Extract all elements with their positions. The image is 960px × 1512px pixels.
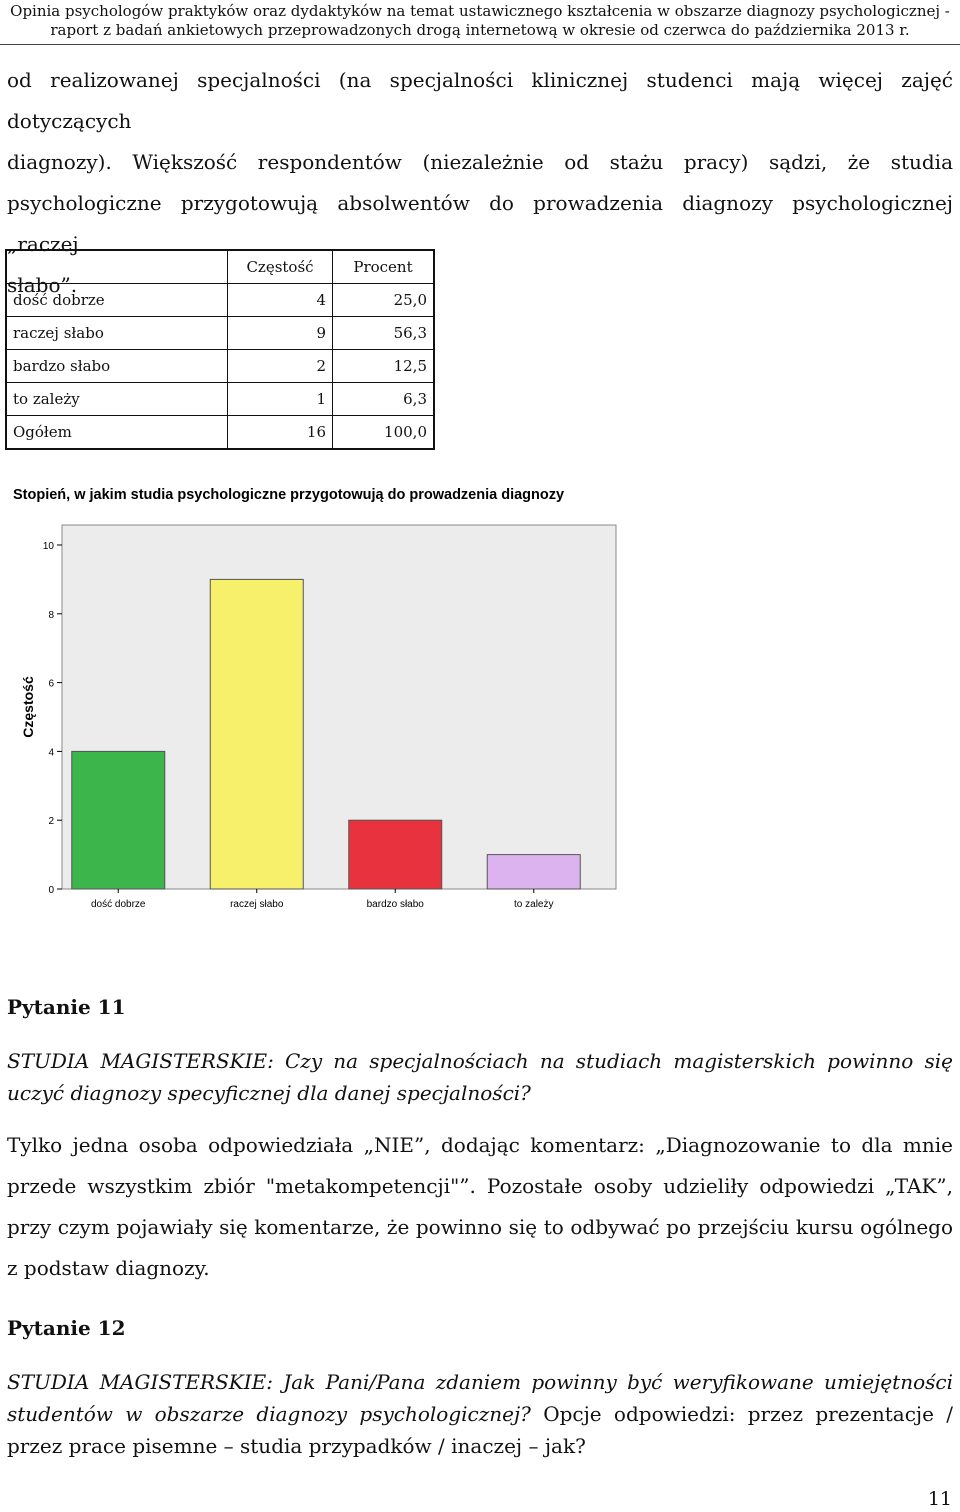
header-line-1: Opinia psychologów praktyków oraz dydaktyków na temat ustawicznego kształcenia w obszarze diagnozy psychologicznej - [10, 2, 950, 20]
row-pct: 25,0 [333, 284, 435, 317]
row-freq: 4 [228, 284, 333, 317]
y-tick-label: 8 [48, 609, 54, 621]
table-header-empty [6, 250, 228, 284]
x-tick-label: bardzo słabo [366, 899, 424, 910]
row-label: to zależy [6, 383, 228, 416]
header-divider [0, 44, 960, 45]
table-header-freq: Częstość [228, 250, 333, 284]
q12-text [7, 1366, 953, 1462]
intro-line-4: słabo”. [7, 273, 78, 297]
intro-line-2: diagnozy). Większość respondentów (niezależnie od stażu pracy) sądzi, że studia [7, 150, 953, 174]
q12-heading: Pytanie 12 [7, 1316, 126, 1340]
chart-y-axis-label: Częstość [20, 676, 36, 738]
y-tick-label: 4 [48, 747, 54, 759]
table-row [6, 284, 434, 317]
x-axis [91, 889, 553, 910]
row-pct: 100,0 [333, 416, 435, 450]
page-number: 11 [927, 1488, 952, 1510]
row-label: dość dobrze [6, 284, 228, 317]
y-tick-label: 10 [42, 541, 54, 552]
chart-title: Stopień, w jakim studia psychologiczne przygotowują do prowadzenia diagnozy [13, 487, 565, 503]
row-pct: 12,5 [333, 350, 435, 383]
table-header-pct: Procent [333, 250, 435, 284]
row-freq: 9 [228, 317, 333, 350]
bar-raczej-słabo [210, 579, 303, 889]
bar-dość-dobrze [72, 751, 165, 889]
table-row [6, 383, 434, 416]
header-line-2: raport z badań ankietowych przeprowadzonych drogą internetową w okresie od czerwca do października 2013 r. [50, 21, 910, 39]
row-pct: 6,3 [333, 383, 435, 416]
x-tick-label: to zależy [514, 899, 554, 910]
row-freq: 16 [228, 416, 333, 450]
x-tick-label: dość dobrze [91, 899, 146, 910]
table-header-row [6, 250, 434, 284]
x-tick-label: raczej słabo [230, 899, 284, 910]
q11-question: STUDIA MAGISTERSKIE: Czy na specjalnościach na studiach magisterskich powinno się uczyć diagnozy specyficznej dla danej specjalności? [7, 1049, 953, 1105]
row-label: raczej słabo [6, 317, 228, 350]
q11-answer: Tylko jedna osoba odpowiedziała „NIE”, dodając komentarz: „Diagnozowanie to dla mnie przede wszystkim zbiór "metakompetencji"”. Pozostałe osoby udzieliły odpowiedzi „TAK”, przy czym pojawiały się komentarze, że powinno się to odbywać po przejściu kursu ogólnego z podstaw diagnozy. [7, 1133, 953, 1280]
intro-line-3: psychologiczne przygotowują absolwentów do prowadzenia diagnozy psychologicznej „raczej [7, 191, 953, 256]
bar-to-zależy [487, 855, 580, 889]
bar-bardzo-słabo [349, 820, 442, 889]
running-header [0, 0, 960, 40]
q11-heading: Pytanie 11 [7, 995, 126, 1019]
y-tick-label: 2 [48, 816, 54, 828]
table-row [6, 317, 434, 350]
frequency-table [5, 249, 435, 450]
table-total-row [6, 416, 434, 450]
y-tick-label: 0 [48, 885, 54, 896]
row-label: bardzo słabo [6, 350, 228, 383]
y-tick-label: 6 [48, 678, 54, 690]
row-pct: 56,3 [333, 317, 435, 350]
q12-answer: Opcje odpowiedzi: przez prezentacje / przez prace pisemne – studia przypadków / inaczej – jak? [7, 1402, 954, 1458]
row-label: Ogółem [6, 416, 228, 450]
q12-question: STUDIA MAGISTERSKIE: Jak Pani/Pana zdaniem powinny być weryfikowane umiejętności studentów w obszarze diagnozy psychologicznej? [7, 1370, 953, 1426]
bar-chart [0, 475, 640, 920]
table-row [6, 350, 434, 383]
y-axis [43, 541, 62, 896]
row-freq: 1 [228, 383, 333, 416]
row-freq: 2 [228, 350, 333, 383]
intro-line-1: od realizowanej specjalności (na specjalności klinicznej studenci mają więcej zajęć dotyczących [7, 68, 953, 133]
